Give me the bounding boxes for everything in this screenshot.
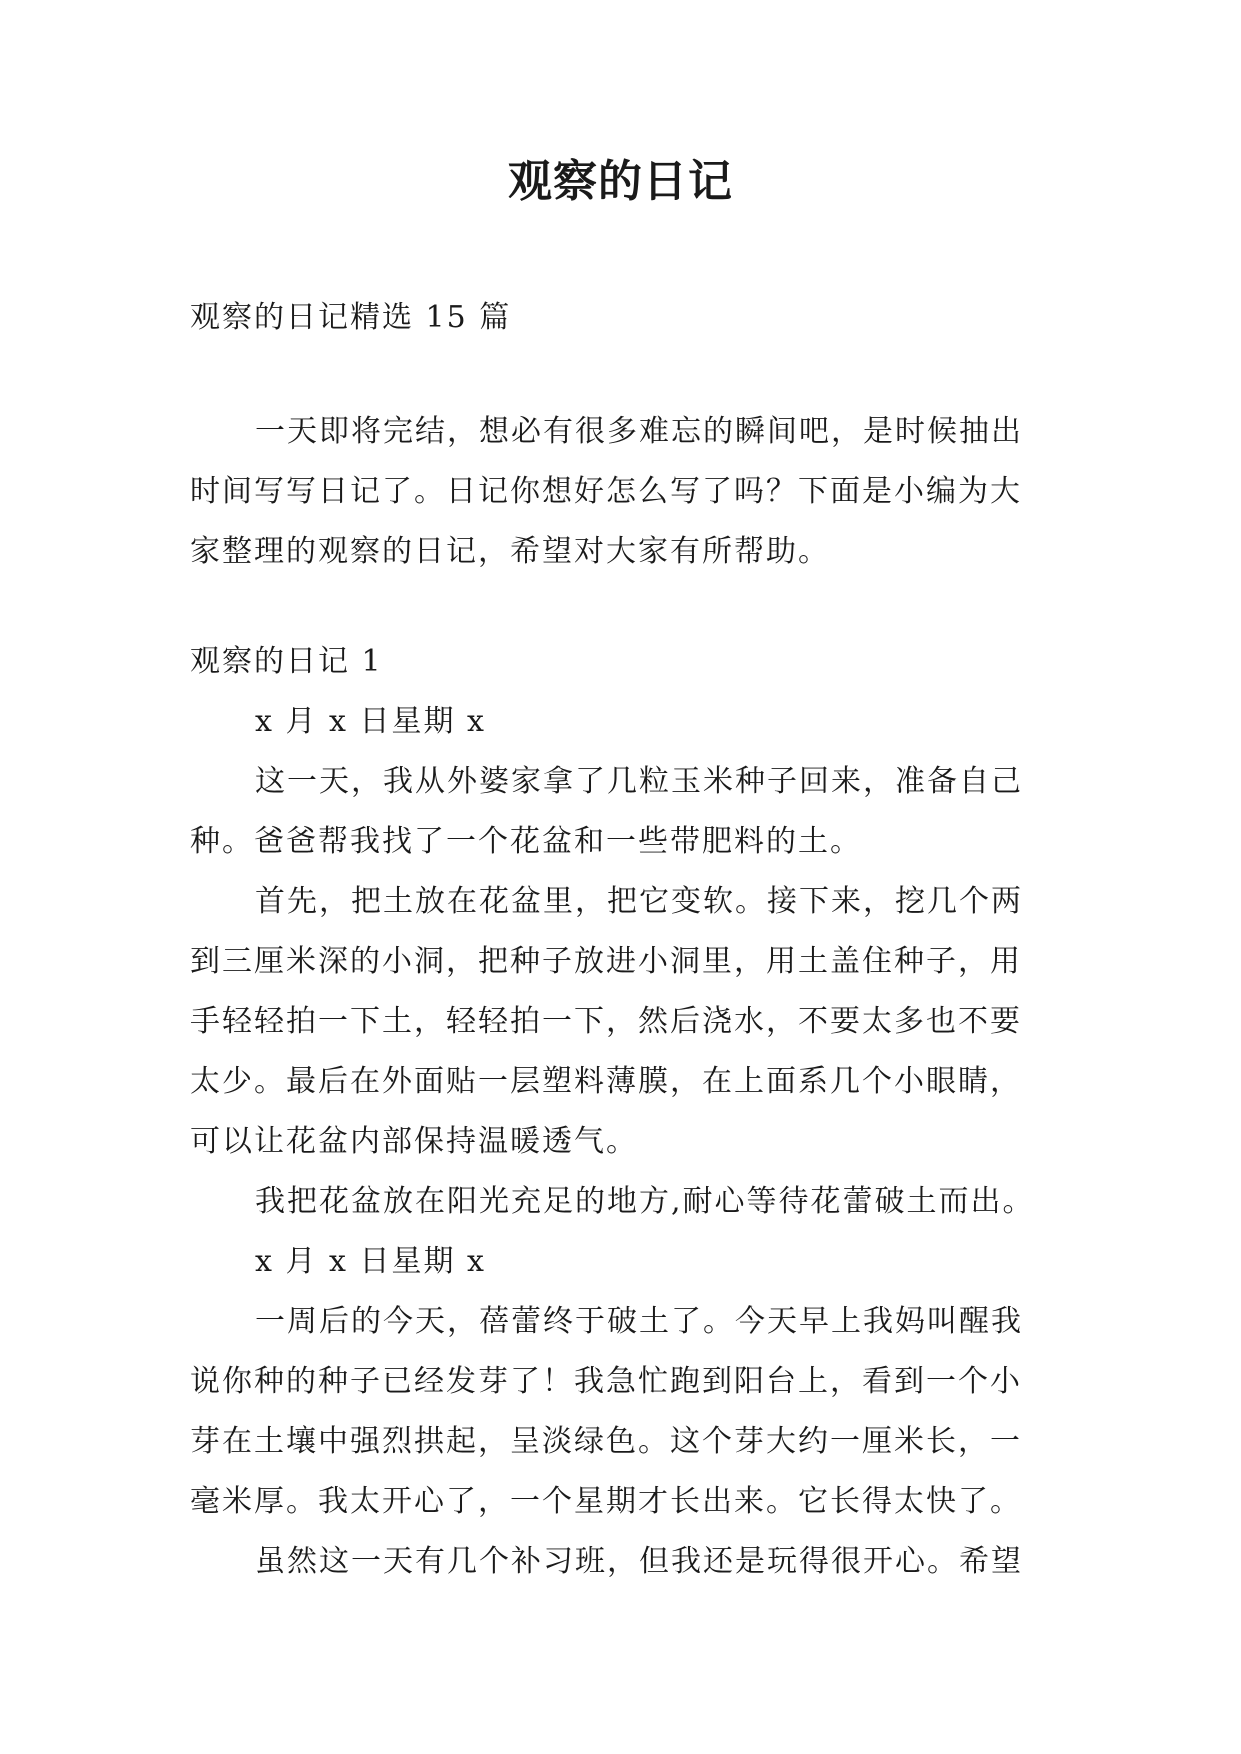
diary-paragraph: 这一天，我从外婆家拿了几粒玉米种子回来，准备自己种。爸爸帮我找了一个花盆和一些带肥料的土。: [190, 764, 1023, 859]
document-subtitle: 观察的日记精选 15 篇: [190, 300, 512, 335]
diary-date: x 月 x 日星期 x: [255, 1244, 486, 1279]
diary-paragraph: 首先，把土放在花盆里，把它变软。接下来，挖几个两到三厘米深的小洞，把种子放进小洞里，用土盖住种子，用手轻轻拍一下土，轻轻拍一下，然后浇水，不要太多也不要太少。最后在外面贴一层塑料薄膜，在上面系几个小眼睛，可以让花盆内部保持温暖透气。: [190, 884, 1023, 1159]
diary-date: x 月 x 日星期 x: [255, 704, 486, 739]
diary-paragraph: 我把花盆放在阳光充足的地方,耐心等待花蕾破土而出。: [255, 1184, 1035, 1219]
intro-paragraph: 一天即将完结，想必有很多难忘的瞬间吧，是时候抽出时间写写日记了。日记你想好怎么写了吗？下面是小编为大家整理的观察的日记，希望对大家有所帮助。: [190, 414, 1023, 569]
section-heading: 观察的日记 1: [190, 644, 383, 679]
diary-paragraph: 一周后的今天，蓓蕾终于破土了。今天早上我妈叫醒我说你种的种子已经发芽了！我急忙跑到阳台上，看到一个小芽在土壤中强烈拱起，呈淡绿色。这个芽大约一厘米长，一毫米厚。我太开心了，一个星期才长出来。它长得太快了。: [190, 1304, 1023, 1519]
diary-section: [190, 632, 1052, 1592]
document-title: 观察的日记: [508, 156, 733, 207]
diary-paragraph: 虽然这一天有几个补习班，但我还是玩得很开心。希望: [255, 1544, 1023, 1579]
